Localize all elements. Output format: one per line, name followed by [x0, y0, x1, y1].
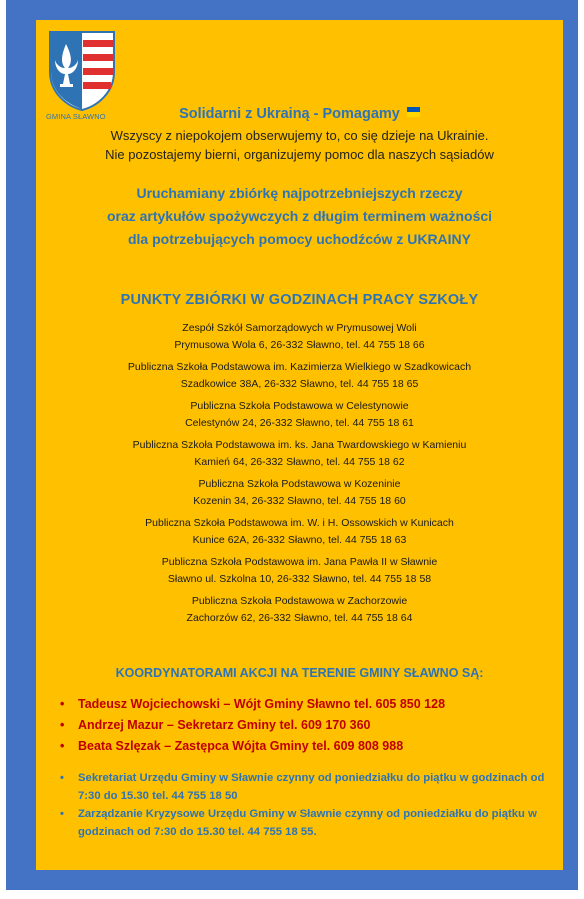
headline	[36, 106, 563, 122]
coordinator-item	[58, 694, 558, 715]
bullet: •	[60, 808, 64, 820]
office-hours-item	[58, 806, 558, 841]
bullet: •	[60, 739, 65, 753]
bullet: •	[60, 697, 65, 711]
coordinator-text: Andrzej Mazur – Sekretarz Gminy tel. 609 170 360	[78, 718, 371, 732]
school-entry	[36, 593, 563, 627]
collection-line: Uruchamiany zbiórkę najpotrzebniejszych rzeczy	[136, 185, 463, 201]
coordinator-item	[58, 736, 558, 757]
school-name: Zespół Szkół Samorządowych w Prymusowej Woli	[182, 322, 417, 334]
coordinators-title: KOORDYNATORAMI AKCJI NA TERENIE GMINY SŁAWNO SĄ:	[115, 666, 484, 680]
school-name: Publiczna Szkoła Podstawowa im. W. i H. Ossowskich w Kunicach	[145, 517, 454, 529]
intro-line: Wszyscy z niepokojem obserwujemy to, co się dzieje na Ukrainie.	[110, 128, 489, 143]
collection-points-title: PUNKTY ZBIÓRKI W GODZINACH PRACY SZKOŁY	[120, 292, 479, 308]
school-address: Prymusowa Wola 6, 26-332 Sławno, tel. 44 755 18 66	[174, 339, 425, 351]
office-hours-text: Zarządzanie Kryzysowe Urzędu Gminy w Sławnie czynny od poniedziałku do piątku w godzinach od 7:30 do 15.30 tel. 44 755 18 55.	[78, 808, 537, 838]
school-address: Kunice 62A, 26-332 Sławno, tel. 44 755 18 63	[192, 534, 407, 546]
coordinator-item	[58, 715, 558, 736]
bullet: •	[60, 718, 65, 732]
collection-announcement	[36, 182, 563, 251]
headline-text: Solidarni z Ukrainą - Pomagamy	[179, 106, 400, 122]
intro	[36, 126, 563, 164]
collection-line: oraz artykułów spożywczych z długim terminem ważności	[106, 208, 493, 224]
coordinators-list	[58, 694, 558, 757]
office-hours-item	[58, 770, 558, 805]
blue-frame	[6, 0, 578, 890]
coordinator-text: Tadeusz Wojciechowski – Wójt Gminy Sławno tel. 605 850 128	[78, 697, 446, 711]
school-entry	[36, 554, 563, 588]
collection-line: dla potrzebujących pomocy uchodźców z UKRAINY	[127, 231, 472, 247]
school-name: Publiczna Szkoła Podstawowa w Kozeninie	[198, 478, 401, 490]
school-address: Kamień 64, 26-332 Sławno, tel. 44 755 18 62	[194, 456, 405, 468]
coat-of-arms-icon	[46, 28, 118, 112]
intro-line: Nie pozostajemy bierni, organizujemy pomoc dla naszych sąsiadów	[105, 147, 494, 162]
school-name: Publiczna Szkoła Podstawowa w Zachorzowie	[191, 595, 408, 607]
school-address: Celestynów 24, 26-332 Sławno, tel. 44 755 18 61	[185, 417, 414, 429]
school-address: Zachorzów 62, 26-332 Sławno, tel. 44 755 18 64	[186, 612, 413, 624]
school-entry	[36, 320, 563, 354]
school-entry	[36, 398, 563, 432]
school-entry	[36, 359, 563, 393]
office-hours-list	[58, 770, 558, 842]
school-list	[36, 320, 563, 632]
school-address: Szadkowice 38A, 26-332 Sławno, tel. 44 755 18 65	[180, 378, 419, 390]
school-name: Publiczna Szkoła Podstawowa w Celestynowie	[190, 400, 409, 412]
school-name: Publiczna Szkoła Podstawowa im. Jana Pawła II w Sławnie	[161, 556, 438, 568]
poster	[36, 20, 563, 870]
bullet: •	[60, 772, 64, 784]
gmina-logo	[46, 28, 118, 121]
logo-caption: GMINA SŁAWNO	[46, 112, 106, 121]
school-name: Publiczna Szkoła Podstawowa im. Kazimierza Wielkiego w Szadkowicach	[127, 361, 472, 373]
school-entry	[36, 476, 563, 510]
school-name: Publiczna Szkoła Podstawowa im. ks. Jana Twardowskiego w Kamieniu	[132, 439, 467, 451]
school-entry	[36, 437, 563, 471]
school-address: Kozenin 34, 26-332 Sławno, tel. 44 755 18 60	[193, 495, 406, 507]
office-hours-text: Sekretariat Urzędu Gminy w Sławnie czynny od poniedziałku do piątku w godzinach od 7:30 do 15.30 tel. 44 755 18 50	[78, 772, 545, 802]
ukraine-flag-icon	[407, 107, 420, 117]
school-address: Sławno ul. Szkolna 10, 26-332 Sławno, tel. 44 755 18 58	[167, 573, 432, 585]
coordinator-text: Beata Szlęzak – Zastępca Wójta Gminy tel. 609 808 988	[78, 739, 404, 753]
school-entry	[36, 515, 563, 549]
